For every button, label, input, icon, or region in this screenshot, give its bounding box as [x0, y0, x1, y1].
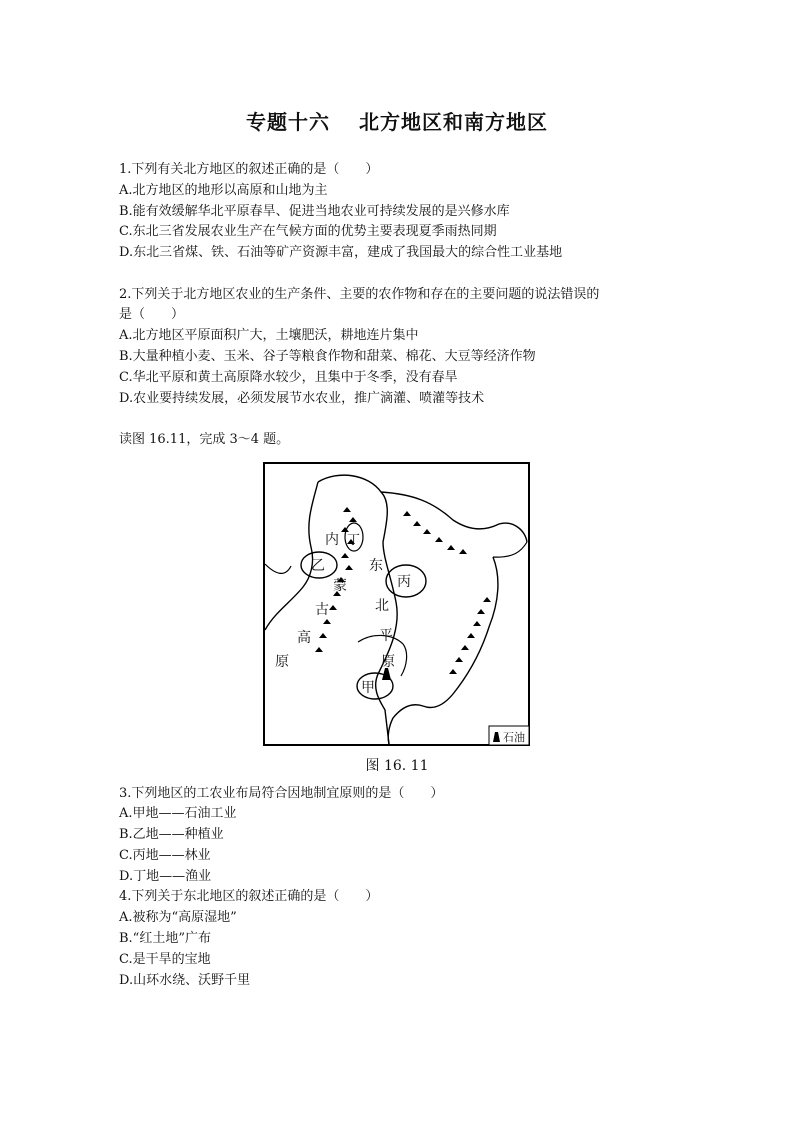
q1-stem: 1.下列有关北方地区的叙述正确的是（ ）	[119, 162, 379, 177]
q4-option-b: B.“红土地”广布	[119, 931, 211, 946]
q4-option-d: D.山环水绕、沃野千里	[119, 973, 251, 988]
label-gao: 高	[297, 630, 311, 646]
q2-option-d: D.农业要持续发展，必须发展节水农业，推广滴灌、喷灌等技术	[119, 391, 485, 406]
q3-option-c: C.丙地——林业	[119, 848, 211, 863]
q2-stem-line1: 2.下列关于北方地区农业的生产条件、主要的农作物和存在的主要问题的说法错误的	[119, 287, 600, 302]
label-meng: 蒙	[333, 578, 347, 594]
q3-option-b: B.乙地——种植业	[119, 827, 224, 842]
q1-option-b: B.能有效缓解华北平原春旱、促进当地农业可持续发展的是兴修水库	[119, 204, 510, 219]
legend-label: 石油	[503, 731, 525, 744]
q2-option-b: B.大量种植小麦、玉米、谷子等粮食作物和甜菜、棉花、大豆等经济作物	[119, 349, 536, 364]
label-bing: 丙	[397, 574, 411, 590]
q2-option-c: C.华北平原和黄土高原降水较少，且集中于冬季，没有春旱	[119, 370, 458, 385]
label-dong: 东	[369, 558, 383, 574]
label-yuan-plateau: 原	[275, 654, 289, 670]
q2-option-a: A.北方地区平原面积广大，土壤肥沃，耕地连片集中	[119, 328, 419, 343]
q2-stem-line2: 是（ ）	[119, 307, 185, 322]
page-title	[0, 106, 794, 135]
q3-option-d: D.丁地——渔业	[119, 869, 212, 884]
q4-option-a: A.被称为“高原湿地”	[119, 910, 237, 925]
label-jia: 甲	[361, 680, 375, 696]
q3-option-a: A.甲地——石油工业	[119, 806, 237, 821]
page-title-text: 专题十六 北方地区和南方地区	[246, 110, 548, 134]
label-nei: 内	[325, 532, 339, 548]
label-ding: 丁	[347, 533, 361, 548]
q1-option-a: A.北方地区的地形以高原和山地为主	[119, 183, 328, 198]
label-yi: 乙	[311, 558, 325, 574]
q4-stem: 4.下列关于东北地区的叙述正确的是（ ）	[119, 889, 379, 904]
label-bei: 北	[375, 598, 389, 614]
label-gu: 古	[315, 602, 329, 618]
q1-option-c: C.东北三省发展农业生产在气候方面的优势主要表现夏季雨热同期	[119, 224, 497, 239]
q1-option-d: D.东北三省煤、铁、石油等矿产资源丰富，建成了我国最大的综合性工业基地	[119, 245, 563, 260]
q3-stem: 3.下列地区的工农业布局符合因地制宜原则的是（ ）	[119, 786, 444, 801]
label-ping: 平	[379, 628, 393, 644]
map-intro: 读图 16.11，完成 3～4 题。	[119, 432, 290, 447]
northern-region-map	[263, 462, 530, 746]
label-yuan-plain: 原	[381, 654, 395, 670]
q4-option-c: C.是干旱的宝地	[119, 952, 211, 967]
map-legend	[489, 726, 529, 745]
figure-caption: 图 16. 11	[365, 758, 429, 774]
